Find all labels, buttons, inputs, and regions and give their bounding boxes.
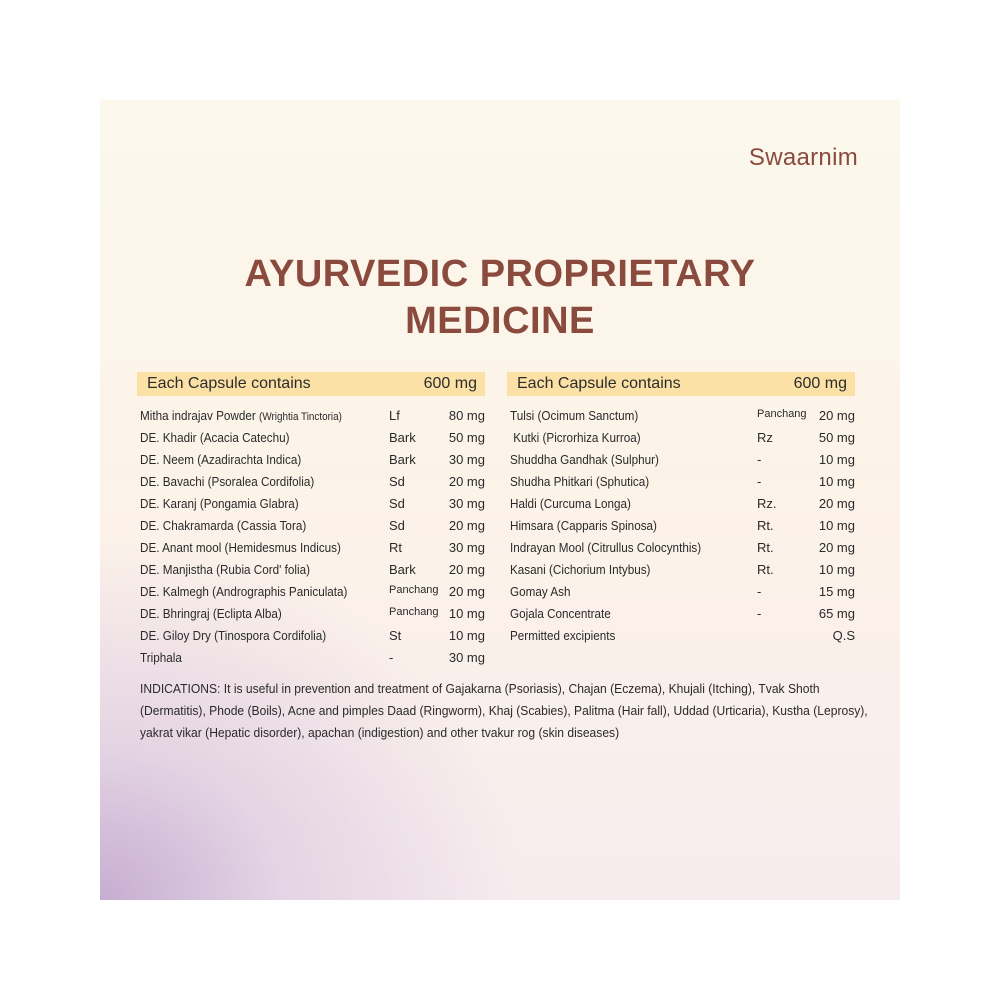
ingredient-name: Shudha Phitkari (Sphutica): [510, 474, 650, 489]
table-row: [137, 559, 485, 581]
ingredient-qty: 30 mg: [448, 650, 485, 665]
ingredient-part: -: [757, 452, 762, 467]
ingredient-qty: 20 mg: [448, 562, 485, 577]
ingredient-qty: 50 mg: [448, 430, 485, 445]
ingredient-part: Sd: [389, 496, 405, 511]
table-header: [137, 372, 485, 396]
table-row: [137, 493, 485, 515]
header-value: 600 mg: [423, 375, 477, 392]
ingredient-name: DE. Neem (Azadirachta Indica): [140, 452, 302, 467]
ingredients-table-left: [137, 372, 485, 669]
ingredient-name: DE. Khadir (Acacia Catechu): [140, 430, 290, 445]
table-row: [507, 493, 855, 515]
table-row: [137, 603, 485, 625]
ingredient-qty: 30 mg: [448, 452, 485, 467]
table-row: [137, 427, 485, 449]
table-row: [137, 647, 485, 669]
product-label-panel: [100, 100, 900, 900]
ingredient-name: DE. Manjistha (Rubia Cord' folia): [140, 562, 311, 577]
table-row: [507, 515, 855, 537]
ingredient-name: Kasani (Cichorium Intybus): [510, 562, 651, 577]
table-row: [507, 559, 855, 581]
page-title-line2: MEDICINE: [405, 300, 595, 342]
ingredient-part: Bark: [389, 562, 416, 577]
ingredient-name: DE. Chakramarda (Cassia Tora): [140, 518, 307, 533]
table-row: [137, 581, 485, 603]
ingredient-part: Rt.: [757, 518, 774, 533]
table-row: [137, 515, 485, 537]
ingredient-name: Tulsi (Ocimum Sanctum): [510, 408, 639, 423]
ingredient-name: Haldi (Curcuma Longa): [510, 496, 631, 511]
ingredient-part: Rz: [757, 430, 773, 445]
ingredient-qty: 65 mg: [818, 606, 855, 621]
ingredient-qty: 50 mg: [818, 430, 855, 445]
ingredient-name: Gomay Ash: [510, 584, 571, 599]
ingredient-qty: 20 mg: [448, 584, 485, 599]
table-row: [507, 537, 855, 559]
table-row: [507, 427, 855, 449]
ingredient-qty: 10 mg: [818, 562, 855, 577]
ingredient-qty: 80 mg: [448, 408, 485, 423]
ingredient-part: Lf: [389, 408, 400, 423]
ingredient-name: Triphala: [140, 650, 182, 665]
ingredient-part: Rt.: [757, 562, 774, 577]
ingredient-name: DE. Karanj (Pongamia Glabra): [140, 496, 299, 511]
ingredient-part: Rt.: [757, 540, 774, 555]
ingredient-qty: 20 mg: [818, 496, 855, 511]
indications-text: INDICATIONS: It is useful in prevention and treatment of Gajakarna (Psoriasis), Chajan (Eczema), Khujali (Itching), Tvak Shoth (Dermatitis), Phode (Boils), Acne and pimples Daad (Ringworm), Khaj (Scabies), Palitma (Hair fall), Uddad (Urticaria), Kustha (Leprosy), yakrat vikar (Hepatic disorder), apachan (indigestion) and other tvakur rog (skin diseases): [140, 681, 868, 740]
brand-logo: Swaarnim: [748, 144, 858, 171]
header-label: Each Capsule contains: [147, 375, 311, 392]
ingredient-subname: (Wrightia Tinctoria): [259, 411, 342, 423]
ingredient-qty: 20 mg: [818, 540, 855, 555]
table-row: [507, 405, 855, 427]
header-value: 600 mg: [793, 375, 847, 392]
table-row: [137, 405, 485, 427]
table-row: [507, 603, 855, 625]
ingredient-qty: 20 mg: [448, 518, 485, 533]
ingredient-name: DE. Anant mool (Hemidesmus Indicus): [140, 540, 341, 555]
ingredient-name: Permitted excipients: [510, 628, 616, 643]
ingredient-part: Sd: [389, 518, 405, 533]
ingredient-part: Panchang: [757, 408, 807, 420]
ingredient-name: Indrayan Mool (Citrullus Colocynthis): [510, 540, 702, 555]
ingredient-part: Panchang: [389, 606, 439, 618]
ingredient-part: Panchang: [389, 584, 439, 596]
ingredient-name: Kutki (Picrorhiza Kurroa): [510, 430, 641, 445]
ingredient-name: DE. Kalmegh (Andrographis Paniculata): [140, 584, 348, 599]
ingredient-name: Gojala Concentrate: [510, 606, 611, 621]
ingredient-part: -: [757, 584, 762, 599]
ingredient-qty: 30 mg: [448, 496, 485, 511]
table-row: [507, 449, 855, 471]
ingredient-part: Bark: [389, 430, 416, 445]
ingredient-qty: 20 mg: [448, 474, 485, 489]
table-row: [137, 449, 485, 471]
ingredient-part: Bark: [389, 452, 416, 467]
header-label: Each Capsule contains: [517, 375, 681, 392]
ingredient-part: Sd: [389, 474, 405, 489]
ingredient-qty: 10 mg: [448, 628, 485, 643]
page-title-line1: AYURVEDIC PROPRIETARY: [244, 253, 756, 295]
ingredient-qty: 30 mg: [448, 540, 485, 555]
table-row: [137, 537, 485, 559]
ingredient-qty: 10 mg: [818, 518, 855, 533]
table-row: [137, 625, 485, 647]
ingredient-qty: 10 mg: [818, 452, 855, 467]
table-header: [507, 372, 855, 396]
ingredient-name: DE. Giloy Dry (Tinospora Cordifolia): [140, 628, 327, 643]
ingredient-part: -: [389, 650, 394, 665]
ingredient-qty: Q.S: [832, 628, 855, 643]
table-row: [507, 581, 855, 603]
ingredient-qty: 10 mg: [818, 474, 855, 489]
ingredient-part: -: [757, 606, 762, 621]
table-row: [507, 471, 855, 493]
ingredient-part: Rt: [389, 540, 402, 555]
ingredient-name: DE. Bhringraj (Eclipta Alba): [140, 606, 282, 621]
ingredient-qty: 15 mg: [818, 584, 855, 599]
table-row: [507, 625, 855, 647]
table-row: [137, 471, 485, 493]
ingredient-name: Shuddha Gandhak (Sulphur): [510, 452, 659, 467]
ingredient-qty: 10 mg: [448, 606, 485, 621]
ingredient-name: DE. Bavachi (Psoralea Cordifolia): [140, 474, 315, 489]
ingredient-qty: 20 mg: [818, 408, 855, 423]
ingredient-part: St: [389, 628, 402, 643]
ingredient-part: Rz.: [757, 496, 777, 511]
ingredient-part: -: [757, 474, 762, 489]
ingredient-name: Mitha indrajav Powder: [140, 408, 256, 423]
ingredient-name: Himsara (Capparis Spinosa): [510, 518, 657, 533]
ingredients-table-right: [507, 372, 855, 647]
